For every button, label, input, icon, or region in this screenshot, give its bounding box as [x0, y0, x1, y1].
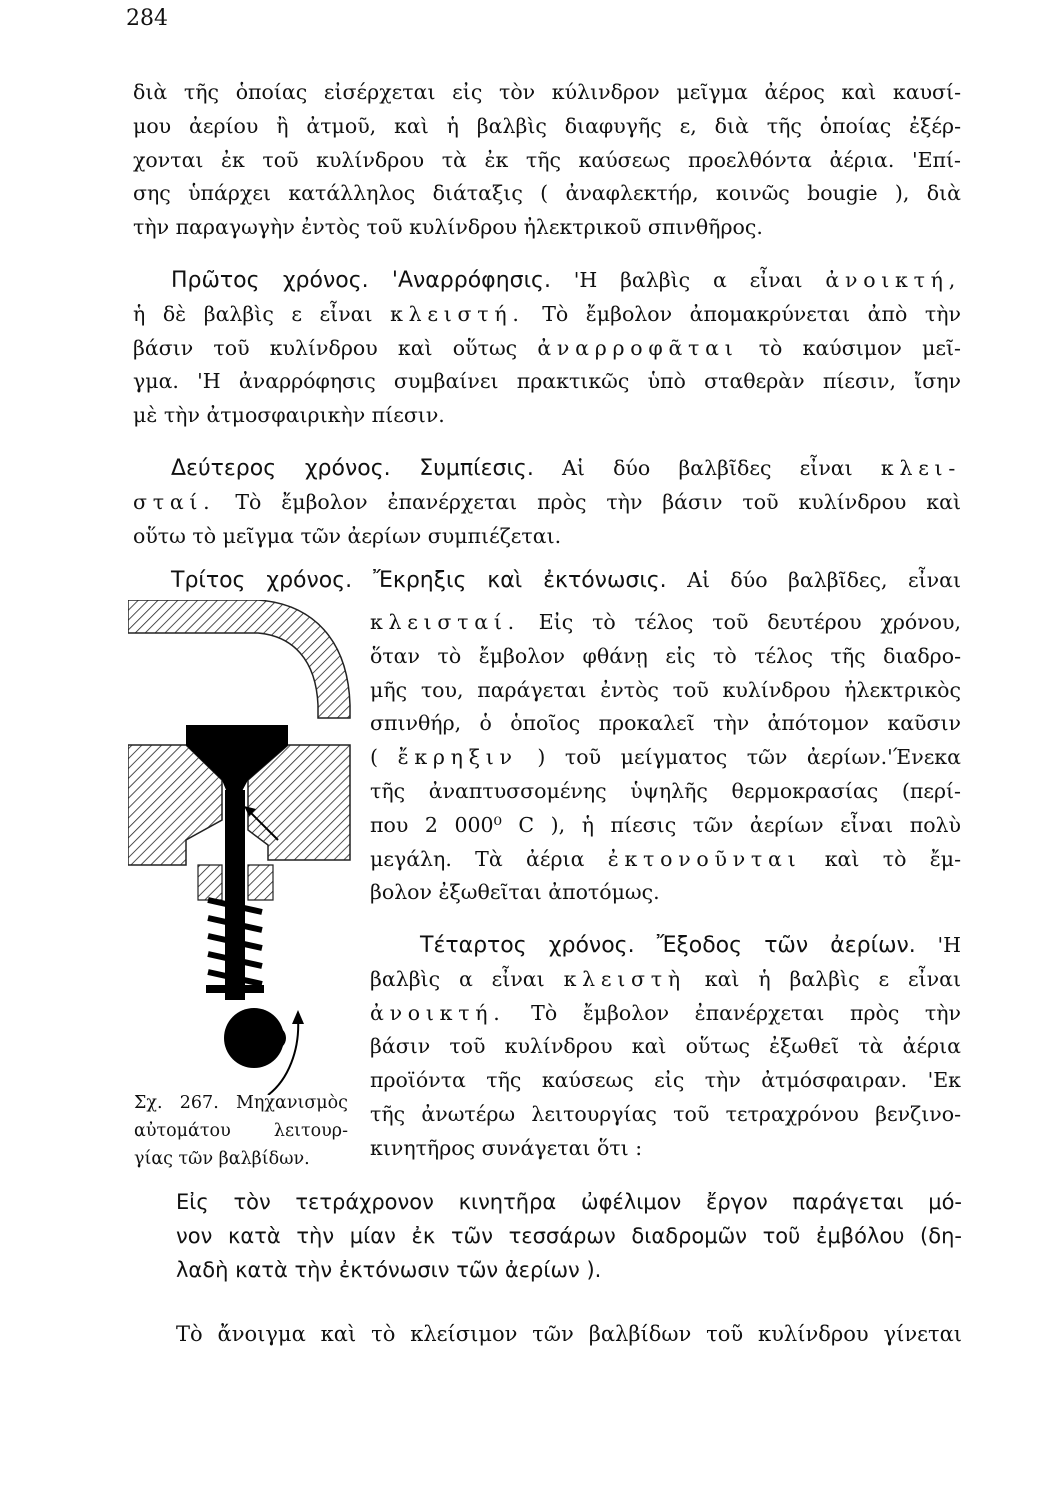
- spaced-emphasis: ἀναρροφᾶται: [537, 335, 739, 360]
- text-line: διὰ τῆς ὁποίας εἰσέρχεται εἰς τὸν κύλινδρον μεῖγμα ἀέρος καὶ καυσί-: [133, 80, 961, 104]
- text-line: νον κατὰ τὴν μίαν ἐκ τῶν τεσσάρων διαδρομῶν τοῦ ἐμβόλου (δη-: [176, 1224, 962, 1248]
- figure-caption: [134, 1093, 348, 1177]
- section-heading: Δεύτερος χρόνος. Συμπίεσις.: [171, 456, 534, 481]
- text-line: μου ἀερίου ἢ ἀτμοῦ, καὶ ἡ βαλβὶς διαφυγῆς ε, διὰ τῆς ὁποίας ἐξέρ-: [133, 113, 961, 138]
- text-run: βαλβὶς α εἶναι: [370, 966, 545, 991]
- text-line: βάσιν τοῦ κυλίνδρου καὶ οὕτως ἐξωθεῖ τὰ ἀέρια: [370, 1034, 961, 1059]
- text-line: μὲ τὴν ἀτμοσφαιρικὴν πίεσιν.: [133, 403, 445, 428]
- section-heading: Τρίτος χρόνος. Ἔκρηξις καὶ ἐκτόνωσις.: [171, 568, 667, 593]
- text-run: ) τοῦ μείγματος τῶν ἀερίων.'Ένεκα: [537, 745, 961, 770]
- text-line: Εἰς τὸν τετράχρονον κινητῆρα ὠφέλιμον ἔργον παράγεται μό-: [176, 1190, 962, 1214]
- text-line: χονται ἐκ τοῦ κυλίνδρου τὰ ἐκ τῆς καύσεως προελθόντα ἀέρια. 'Επί-: [133, 147, 961, 172]
- third-stroke-paragraph: [370, 612, 961, 916]
- text-run: Τὸ ἔμβολον ἐπανέρχεται πρὸς τὴν βάσιν τοῦ κυλίνδρου καὶ: [235, 489, 961, 514]
- text-line: [370, 935, 961, 969]
- text-line: οὕτω τὸ μεῖγμα τῶν ἀερίων συμπιέζεται.: [133, 523, 562, 548]
- text-run: Αἱ δύο βαλβῖδες, εἶναι: [687, 568, 962, 592]
- text-line: [171, 570, 961, 604]
- text-line: τῆς ἀνωτέρω λειτουργίας τοῦ τετραχρόνου βενζινο-: [370, 1101, 961, 1126]
- third-stroke-heading-line: [171, 570, 961, 604]
- text-line: [133, 270, 961, 304]
- page-number: 284: [126, 6, 168, 31]
- text-line: βολον ἐξωθεῖται ἀποτόμως.: [370, 880, 660, 905]
- spaced-emphasis: ἐκτονοῦνται: [607, 846, 802, 871]
- text-run: τὸ καύσιμον μεῖ-: [758, 335, 961, 360]
- spaced-emphasis: κλει-: [880, 456, 961, 480]
- valve-diagram: [128, 600, 368, 1095]
- text-line: τῆς ἀναπτυσσομένης ὑψηλῆς θερμοκρασίας (περί-: [370, 778, 961, 803]
- conclusion-paragraph: [176, 1190, 962, 1292]
- text-line: λαδὴ κατὰ τὴν ἐκτόνωσιν τῶν ἀερίων ).: [176, 1258, 602, 1282]
- text-run: καὶ ἡ βαλβὶς ε εἶναι: [704, 966, 961, 991]
- fourth-stroke-paragraph: [370, 935, 961, 1172]
- text-line: [370, 966, 961, 1003]
- text-line: [133, 301, 961, 338]
- text-line: που 2 000⁰ C ), ἡ πίεσις τῶν ἀερίων εἶναι πολὺ: [370, 812, 961, 837]
- spaced-emphasis: κλειστή.: [390, 301, 525, 326]
- caption-line: γίας τῶν βαλβίδων.: [134, 1149, 310, 1169]
- text-run: Αἱ δύο βαλβῖδες εἶναι: [562, 456, 853, 480]
- section-heading: Τέταρτος χρόνος. Ἔξοδος τῶν ἀερίων.: [420, 933, 916, 958]
- text-line: προϊόντα τῆς καύσεως εἰς τὴν ἀτμόσφαιραν. 'Εκ: [370, 1068, 961, 1093]
- spaced-emphasis: κλειστὴ: [563, 966, 686, 991]
- text-line: Τὸ ἄνοιγμα καὶ τὸ κλείσιμον τῶν βαλβίδων τοῦ κυλίνδρου γίνεται: [176, 1322, 962, 1346]
- spaced-emphasis: ἀνοικτή,: [825, 268, 961, 292]
- text-line: [370, 1000, 961, 1037]
- text-line: [133, 489, 961, 526]
- text-line: ὅταν τὸ ἔμβολον φθάνῃ εἰς τὸ τέλος τῆς διαδρο-: [370, 643, 961, 668]
- text-line: [370, 612, 961, 646]
- text-run: καὶ τὸ ἔμ-: [824, 846, 961, 871]
- text-line: [133, 335, 961, 372]
- text-line: μῆς του, παράγεται ἐντὸς τοῦ κυλίνδρου ἠλεκτρικὸς: [370, 677, 961, 702]
- text-run: Τὸ ἔμβολον ἀπομακρύνεται ἀπὸ τὴν: [542, 301, 961, 326]
- closing-paragraph: [176, 1322, 962, 1356]
- text-run: ἡ δὲ βαλβὶς ε εἶναι: [133, 301, 373, 326]
- caption-line: Σχ. 267. Μηχανισμὸς: [134, 1093, 348, 1113]
- text-run: Τὸ ἔμβολον ἐπανέρχεται πρὸς τὴν: [531, 1000, 961, 1025]
- text-run: 'Η: [937, 933, 961, 957]
- text-line: [133, 458, 961, 492]
- second-stroke-paragraph: [133, 458, 961, 559]
- first-stroke-paragraph: [133, 270, 961, 439]
- text-run: Εἰς τὸ τέλος τοῦ δευτέρου χρόνου,: [538, 610, 961, 634]
- text-run: (: [370, 745, 378, 770]
- text-run: βάσιν τοῦ κυλίνδρου καὶ οὕτως: [133, 335, 518, 360]
- text-line: σπινθήρ, ὁ ὁποῖος προκαλεῖ τὴν ἀπότομον καῦσιν: [370, 711, 961, 736]
- spaced-emphasis: κλεισταί.: [370, 610, 520, 634]
- text-line: γμα. 'Η ἀναρρόφησις συμβαίνει πρακτικῶς ὑπὸ σταθερὰν πίεσιν, ἴσην: [133, 369, 961, 394]
- spaced-emphasis: ἔκρηξιν: [397, 745, 518, 770]
- spaced-emphasis: ἀνοικτή.: [370, 1000, 506, 1025]
- spaced-emphasis: σταί.: [133, 489, 216, 514]
- text-run: 'Η βαλβὶς α εἶναι: [573, 268, 803, 292]
- intro-paragraph: [133, 82, 961, 251]
- caption-line: αὐτομάτου λειτουρ-: [134, 1121, 348, 1141]
- text-run: μεγάλη. Τὰ ἀέρια: [370, 846, 585, 871]
- text-line: [370, 846, 961, 883]
- text-line: κινητῆρος συνάγεται ὅτι :: [370, 1135, 643, 1160]
- text-line: [370, 747, 961, 781]
- valve-mechanism-figure: [128, 600, 368, 1095]
- text-line: τὴν παραγωγὴν ἐντὸς τοῦ κυλίνδρου ἠλεκτρικοῦ σπινθῆρος.: [133, 215, 763, 240]
- text-line: σης ὑπάρχει κατάλληλος διάταξις ( ἀναφλεκτήρ, κοινῶς bougie ), διὰ: [133, 181, 961, 206]
- section-heading: Πρῶτος χρόνος. 'Αναρρόφησις.: [171, 268, 551, 293]
